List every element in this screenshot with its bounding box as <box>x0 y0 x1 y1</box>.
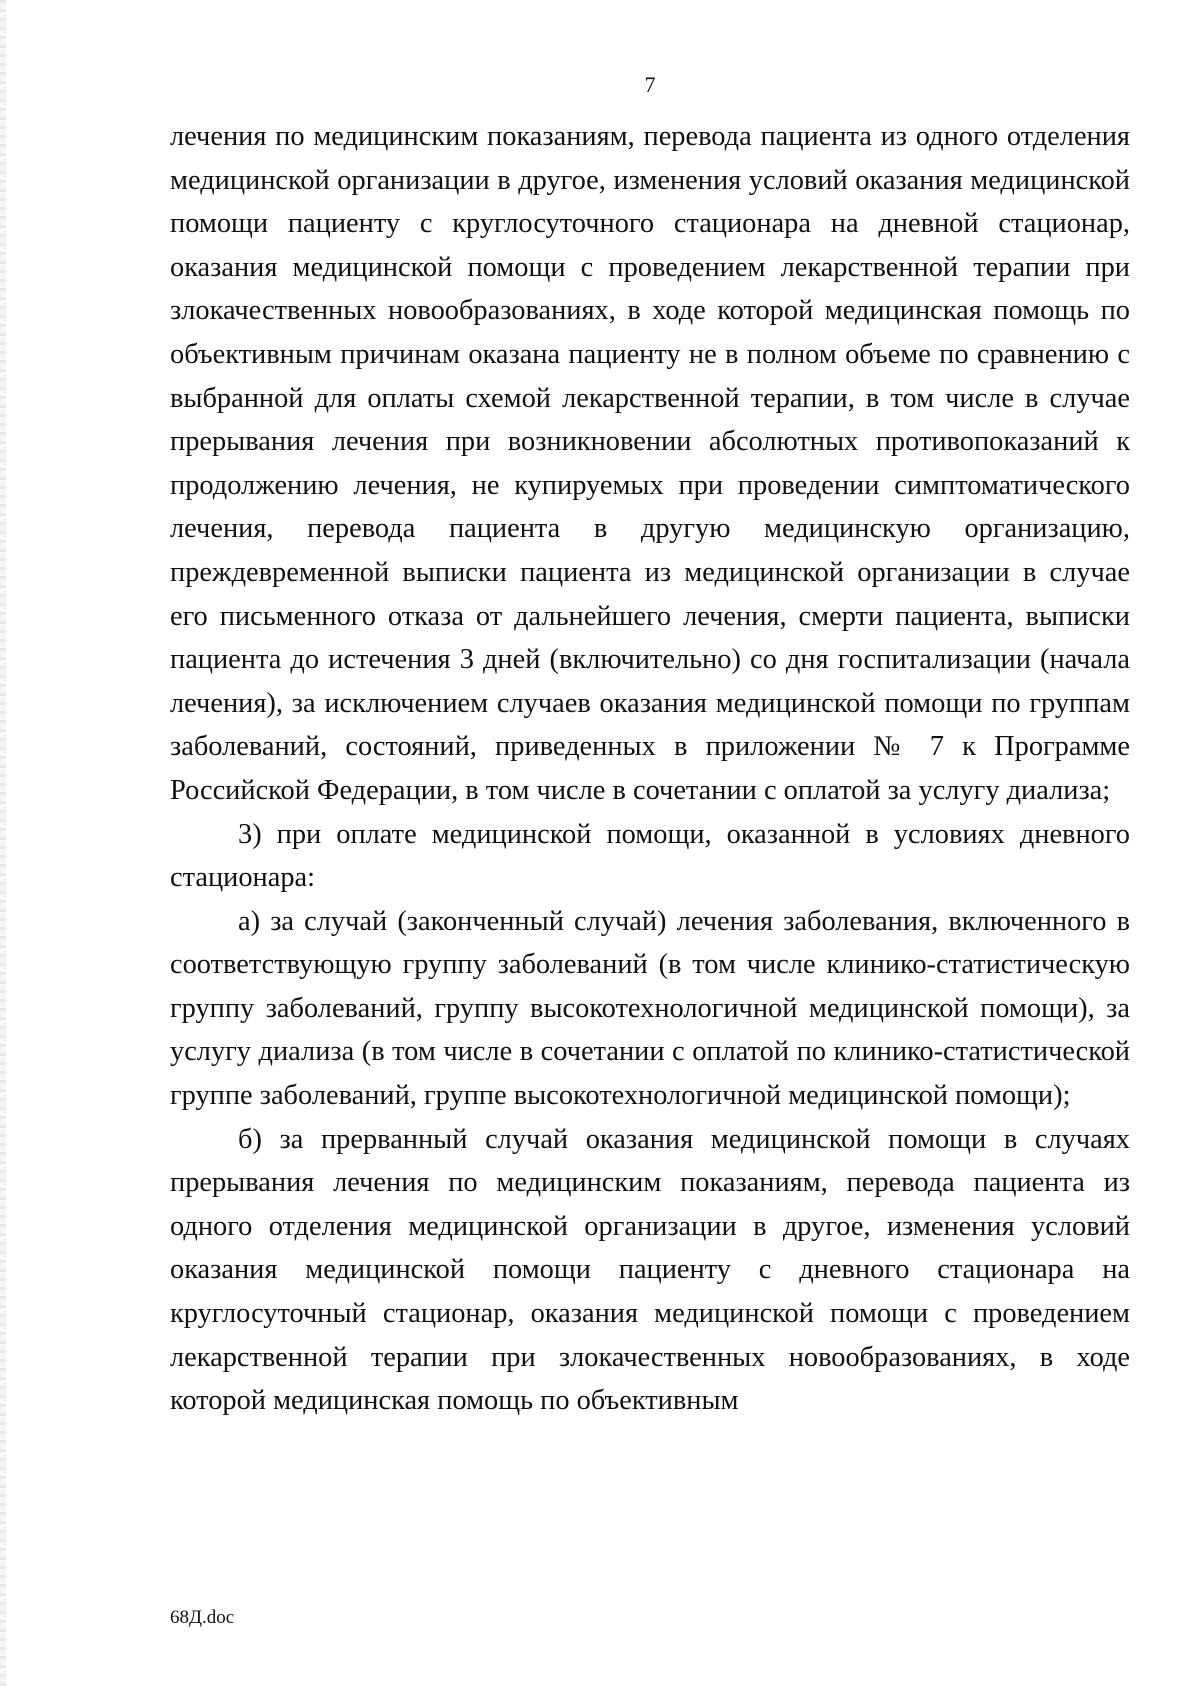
paragraph-item-3: 3) при оплате медицинской помощи, оказанной в условиях дневного стационара: <box>170 818 1130 894</box>
page-number: 7 <box>644 72 656 97</box>
paragraph-subitem-a: а) за случай (законченный случай) лечения заболевания, включенного в соответствующую группу заболеваний (в том числе клинико-статистическую группу заболеваний, группу высокотехнологичной медицинской помощи), за услугу диализа (в том числе в сочетании с оплатой по клинико-статистической группе заболеваний, группе высокотехнологичной медицинской помощи); <box>170 905 1130 1112</box>
scan-edge <box>0 0 6 1686</box>
body-text <box>170 115 1130 1423</box>
paragraph-subitem-b: б) за прерванный случай оказания медицинской помощи в случаях прерывания лечения по медицинским показаниям, перевода пациента из одного отделения медицинской организации в другое, изменения условий оказания медицинской помощи пациенту с дневного стационара на круглосуточный стационар, оказания медицинской помощи с проведением лекарственной терапии при злокачественных новообразованиях, в ходе которой медицинская помощь по объективным <box>170 1123 1130 1417</box>
paragraph-continuation: лечения по медицинским показаниям, перевода пациента из одного отделения медицинской организации в другое, изменения условий оказания медицинской помощи пациенту с круглосуточного стационара на дневной стационар, оказания медицинской помощи с проведением лекарственной терапии при злокачественных новообразованиях, в ходе которой медицинская помощь по объективным причинам оказана пациенту не в полном объеме по сравнению с выбранной для оплаты схемой лекарственной терапии, в том числе в случае прерывания лечения при возникновении абсолютных противопоказаний к продолжению лечения, не купируемых при проведении симптоматического лечения, перевода пациента в другую медицинскую организацию, преждевременной выписки пациента из медицинской организации в случае его письменного отказа от дальнейшего лечения, смерти пациента, выписки пациента до истечения 3 дней (включительно) со дня госпитализации (начала лечения), за исключением случаев оказания медицинской помощи по группам заболеваний, состояний, приведенных в приложении № 7 к Программе Российской Федерации, в том числе в сочетании с оплатой за услугу диализа; <box>170 121 1130 806</box>
footer-filename: 68Д.doc <box>170 1607 235 1628</box>
